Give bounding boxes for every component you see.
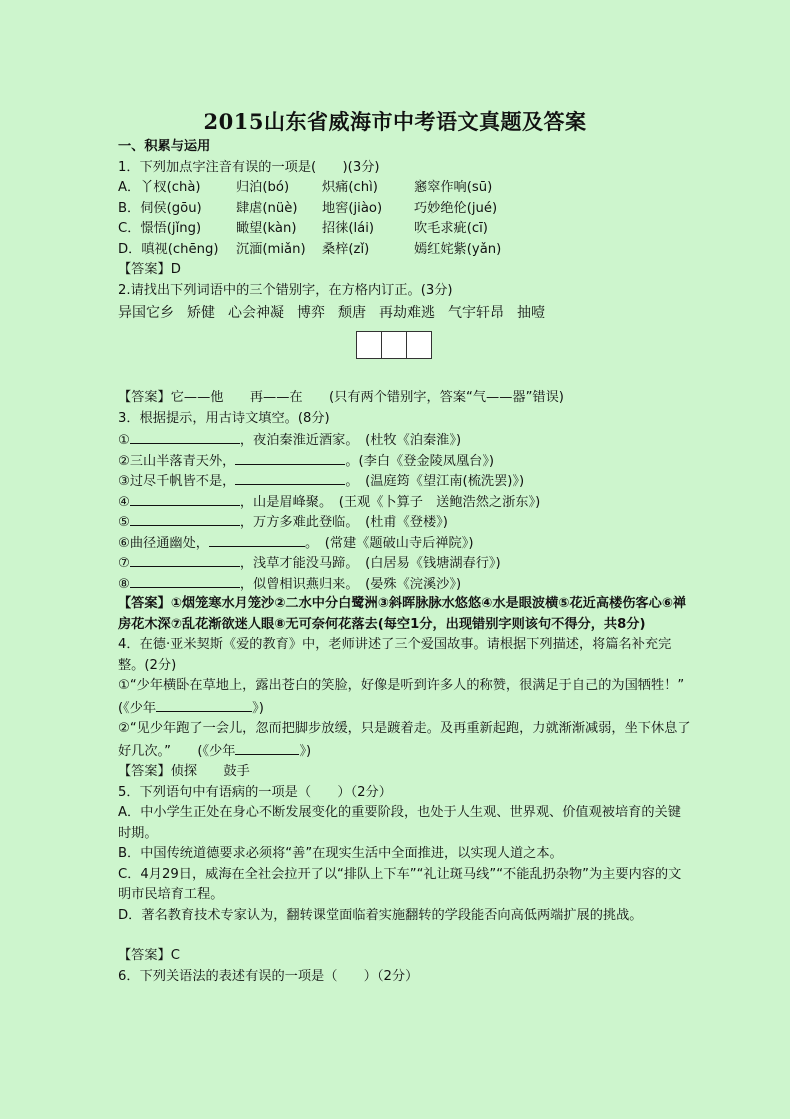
q1-option-c: C．憬悟(jǐng) 瞰望(kàn) 招徕(lái) 吹毛求疵(cī) — [118, 221, 488, 236]
q1-option-a: A．丫杈(chà) 归泊(bó) 炽痛(chì) 窸窣作响(sū) — [118, 180, 493, 195]
q2-word-list: 异国它乡 矫健 心会神凝 博弈 颓唐 再劫难逃 气宇轩昂 抽噎 — [118, 305, 545, 321]
q4-item-1: ①“少年横卧在草地上，露出苍白的笑脸，好像是听到许多人的称赞，很满足于自己的为国牺牲！” (《少年 》) — [118, 678, 711, 716]
q3-item-2: ②三山半落青天外， 。(李白《登金陵凤凰台》) — [118, 450, 693, 471]
q1-option-b: B．伺侯(gōu) 肆虐(nüè) 地窖(jiào) 巧妙绝伦(jué) — [118, 200, 498, 216]
q3-item-3: ③过尽千帆皆不是， 。 (温庭筠《望江南(梳洗罢)》) — [118, 470, 693, 491]
question-1: 1．下列加点字注音有误的一项是( )(3分) — [118, 159, 380, 175]
document-body — [118, 137, 711, 987]
q5-option-d: D．著名教育技术专家认为，翻转课堂面临着实施翻转的学段能否向高低两端扩展的挑战。 — [118, 907, 643, 923]
question-6: 6．下列关语法的表述有误的一项是（ ）（2分） — [118, 968, 419, 984]
q3-item-4: ④ ，山是眉峰聚。 (王观《卜算子 送鲍浩然之浙东》) — [118, 491, 693, 512]
correction-box — [356, 331, 382, 359]
section-heading: 一、积累与运用 — [118, 139, 211, 154]
q1-answer: 【答案】D — [118, 262, 181, 277]
question-4: 4．在德·亚米契斯《爱的教育》中，老师讲述了三个爱国故事。请根据下列描述，将篇名补充完整。(2分) — [118, 637, 672, 673]
q5-option-b: B．中国传统道德要求必须将“善”在现实生活中全面推进，以实现人道之本。 — [118, 846, 563, 861]
q5-answer: 【答案】C — [118, 948, 180, 963]
question-5: 5．下列语句中有语病的一项是（ ）（2分） — [118, 784, 392, 800]
question-2: 2.请找出下列词语中的三个错别字，在方格内订正。(3分) — [118, 282, 453, 298]
question-3: 3．根据提示，用古诗文填空。(8分) — [118, 410, 330, 426]
correction-box — [406, 331, 432, 359]
q3-item-5: ⑤ ，万方多难此登临。 (杜甫《登楼》) — [118, 511, 693, 532]
q3-item-1: ① ，夜泊秦淮近酒家。 (杜牧《泊秦淮》) — [118, 429, 693, 450]
q4-item-2: ②“见少年跑了一会儿，忽而把脚步放缓，只是踱着走。及再重新起跑，力就渐渐减弱，坐下休息了好几次。” (《少年 》) — [118, 721, 691, 759]
q3-item-8: ⑧ ，似曾相识燕归来。 (晏殊《浣溪沙》) — [118, 573, 693, 594]
q5-option-c: C．4月29日，威海在全社会拉开了以“排队上下车”“礼让斑马线”“不能乱扔杂物”为主要内容的文明市民培育工程。 — [118, 866, 682, 902]
q4-answer: 【答案】侦探 鼓手 — [118, 764, 250, 779]
correction-box — [381, 331, 407, 359]
q1-option-d: D．嗔视(chēng) 沉湎(miǎn) 桑梓(zǐ) 嫣红姹紫(yǎn) — [118, 241, 502, 257]
q3-item-6: ⑥曲径通幽处， 。 (常建《题破山寺后禅院》) — [118, 532, 693, 553]
q3-item-7: ⑦ ，浅草才能没马蹄。 (白居易《钱塘湖春行》) — [118, 552, 693, 573]
q2-answer: 【答案】它——他 再——在 (只有两个错别字，答案“气——器”错误) — [118, 390, 564, 405]
q5-option-a: A．中小学生正处在身心不断发展变化的重要阶段，也处于人生观、世界观、价值观被培育的关键时期。 — [118, 805, 681, 841]
q3-answer: 【答案】①烟笼寒水月笼沙②二水中分白鹭洲③斜晖脉脉水悠悠④水是眼波横⑤花近高楼伤客心⑥禅房花木深⑦乱花渐欲迷人眼⑧无可奈何花落去(每空1分，出现错别字则该句不得分，共8分) — [118, 596, 687, 632]
correction-boxes — [357, 331, 432, 359]
document-title: 2015山东省威海市中考语文真题及答案 — [203, 109, 587, 134]
